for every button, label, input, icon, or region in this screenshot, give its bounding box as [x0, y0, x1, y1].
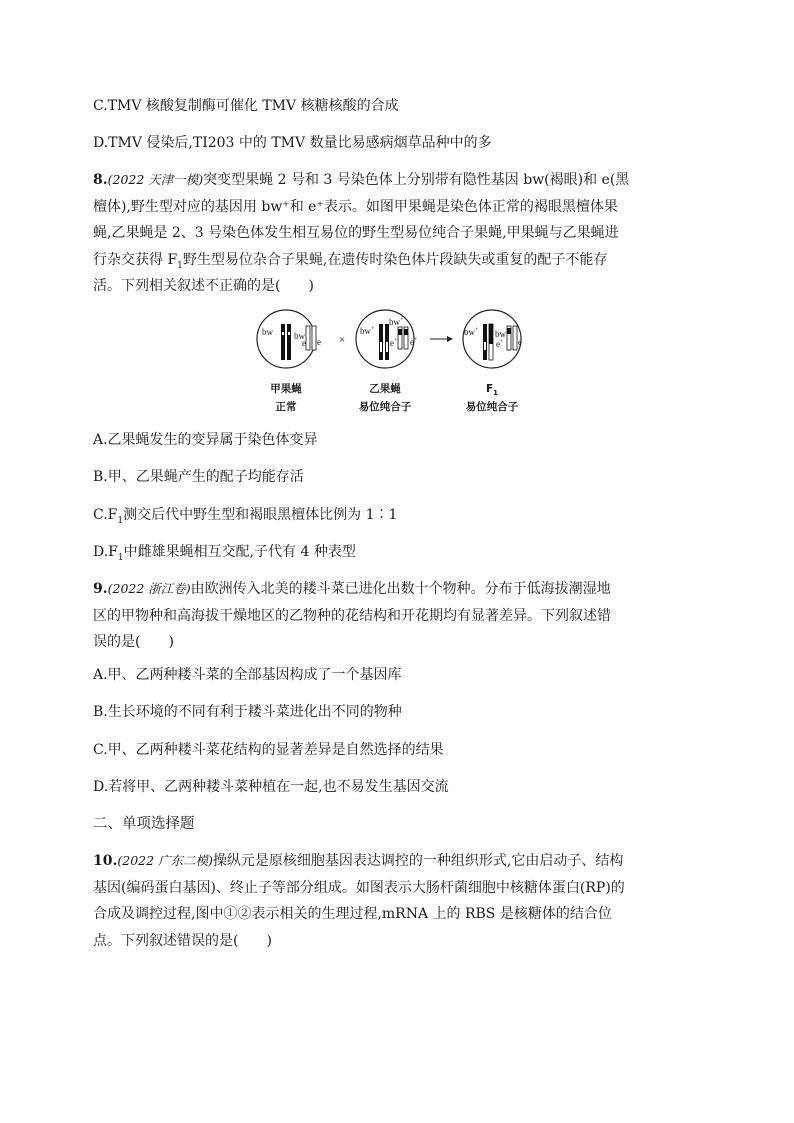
- q9-option-b: B.生长环境的不同有利于耧斗菜进化出不同的物种: [93, 704, 402, 720]
- q8-option-a: A.乙果蝇发生的变异属于染色体变异: [93, 432, 318, 448]
- svg-text:e: e: [518, 337, 522, 347]
- fly-2-name: 乙果蝇: [369, 383, 401, 395]
- arrow-icon: [430, 336, 453, 342]
- svg-text:e+: e+: [390, 338, 398, 348]
- svg-text:e+: e+: [410, 337, 418, 347]
- svg-text:e: e: [302, 338, 306, 348]
- q8-option-d: $D.F_1$中雌雄果蝇相互交配,子代有 4 种表型: [93, 544, 356, 563]
- q9-option-c: C.甲、乙两种耧斗菜花结构的显著差异是自然选择的结果: [93, 742, 444, 758]
- section-heading: 二、单项选择题: [93, 816, 195, 832]
- fly-3-type: 易位纯合子: [465, 401, 519, 413]
- fly-1-name: 甲果蝇: [270, 383, 302, 395]
- question-source: (2022 天津一模): [107, 172, 204, 187]
- question-source: (2022 广东二模): [117, 853, 213, 868]
- fly-1-type: 正常: [275, 401, 297, 413]
- svg-text:bw+: bw+: [389, 317, 404, 327]
- svg-text:bw+: bw+: [360, 326, 375, 336]
- fly-3-name: $F_1$: [485, 383, 499, 397]
- question-number: 10.: [93, 853, 118, 869]
- fly-2-type: 易位纯合子: [358, 401, 412, 413]
- question-number: 8.: [93, 172, 108, 188]
- question-number: 9.: [93, 581, 108, 597]
- option-c-prev: C.TMV 核酸复制酶可催化 TMV 核糖核酸的合成: [93, 98, 399, 114]
- svg-text:bw+: bw+: [464, 327, 479, 337]
- q8-option-b: B.甲、乙果蝇产生的配子均能存活: [93, 469, 304, 485]
- q9-option-a: A.甲、乙两种耧斗菜的全部基因构成了一个基因库: [93, 667, 402, 683]
- fly-2-cell: [356, 310, 418, 368]
- question-9-stem: 9.(2022 浙江卷)由欧洲传入北美的耧斗菜已进化出数十个物种。分布于低海拔潮湿地 区的甲物种和高海拔干燥地区的乙物种的花结构和开花期均有显著差异。下列叙述错 误的是( ): [93, 581, 611, 650]
- cross-symbol: ×: [339, 334, 346, 346]
- svg-text:bw: bw: [294, 331, 305, 341]
- q9-option-d: D.若将甲、乙两种耧斗菜种植在一起,也不易发生基因交流: [93, 779, 449, 795]
- question-8-stem: 8.(2022 天津一模)突变型果蝇 2 号和 3 号染色体上分别带有隐性基因 bw(褐眼)和 e(黑 檀体),野生型对应的基因用 bw⁺和 e⁺表示。如图甲果蝇是染色体正常的褐眼黑檀体果 蝇,乙果蝇是 2、3 号染色体发生相互易位的野生型易位纯合子果蝇,甲果蝇与乙果蝇进 行杂交获得 $F_1$野生型易位杂合子果蝇,在遗传时染色体片段缺失或重复的配子不能存 活。下列相关叙述不正确的是( ): [93, 172, 630, 294]
- svg-text:e+: e+: [496, 339, 504, 349]
- svg-text:bw: bw: [262, 327, 273, 337]
- svg-text:e: e: [317, 337, 321, 347]
- question-source: (2022 浙江卷): [107, 581, 191, 596]
- fly-3-cell: [463, 310, 522, 368]
- chromosome-figure: [256, 302, 538, 417]
- question-10-stem: 10.(2022 广东二模)操纵元是原核细胞基因表达调控的一种组织形式,它由启动子、结构 基因(编码蛋白基因)、终止子等部分组成。如图表示大肠杆菌细胞中核糖体蛋白(RP)的 合成及调控过程,图中①②表示相关的生理过程,mRNA 上的 RBS 是核糖体的结合位 点。下列叙述错误的是( ): [93, 853, 625, 949]
- fly-1-cell: [257, 310, 321, 368]
- option-d-prev: D.TMV 侵染后,TI203 中的 TMV 数量比易感病烟草品种中的多: [93, 135, 492, 151]
- q8-option-c: $C.F_1$测交后代中野生型和褐眼黑檀体比例为 1∶1: [93, 507, 398, 526]
- svg-text:bw: bw: [495, 329, 506, 339]
